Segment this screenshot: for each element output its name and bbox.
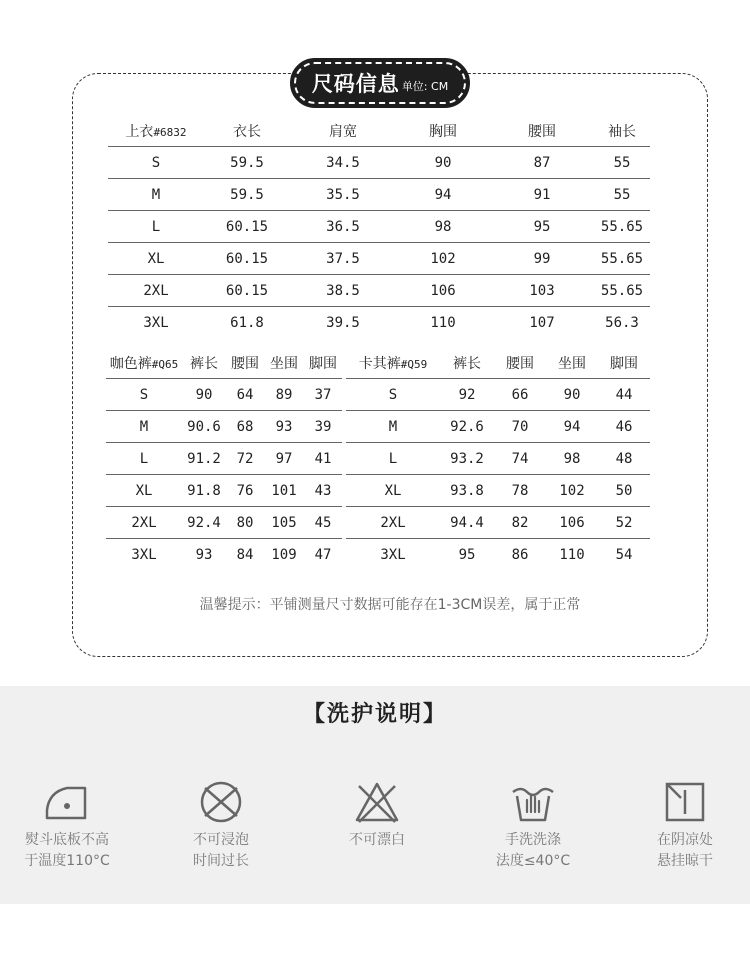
top-size-table	[108, 115, 650, 338]
table-row: S 59.5 34.5 90 87 55	[108, 147, 650, 179]
table-row: 3XL 95 86 110 54	[346, 539, 650, 571]
table-row: M 92.6 70 94 46	[346, 411, 650, 443]
table-row: L 91.2 72 97 41	[106, 443, 342, 475]
table-row: M 59.5 35.5 94 91 55	[108, 179, 650, 211]
no-bleach-icon	[353, 780, 401, 824]
top-name-cell: 上衣#6832	[125, 123, 187, 140]
size-info-title: 尺码信息	[311, 72, 400, 96]
hand-wash-icon	[509, 780, 557, 824]
table-row: 2XL 60.15 38.5 106 103 55.65	[108, 275, 650, 307]
care-item-no-soak: 不可浸泡 时间过长	[146, 780, 296, 872]
col-header: 胸围	[429, 123, 457, 140]
table-row: XL 60.15 37.5 102 99 55.65	[108, 243, 650, 275]
iron-icon	[43, 780, 91, 824]
col-header: 衣长	[233, 123, 261, 140]
col-header: 肩宽	[329, 123, 357, 140]
table-row: L 93.2 74 98 48	[346, 443, 650, 475]
pants2-name-cell: 卡其裤#Q59	[358, 355, 428, 372]
size-info-badge	[290, 58, 470, 108]
table-row: 2XL 92.4 80 105 45	[106, 507, 342, 539]
care-item-no-bleach: 不可漂白	[302, 780, 452, 851]
table-row: 2XL 94.4 82 106 52	[346, 507, 650, 539]
no-soak-icon	[197, 780, 245, 824]
col-header: 脚围	[309, 355, 337, 372]
care-item-iron: 熨斗底板不高 于温度110°C	[0, 780, 142, 872]
col-header: 腰围	[528, 123, 556, 140]
care-item-hand-wash: 手洗洗涤 法度≤40°C	[458, 780, 608, 872]
col-header: 裤长	[190, 355, 218, 372]
table-row: M 90.6 68 93 39	[106, 411, 342, 443]
table-row: L 60.15 36.5 98 95 55.65	[108, 211, 650, 243]
table-row: S 90 64 89 37	[106, 379, 342, 411]
col-header: 坐围	[558, 355, 586, 372]
unit-label: 单位: CM	[401, 79, 449, 93]
care-title: 【洗护说明】	[302, 702, 447, 727]
col-header: 脚围	[610, 355, 638, 372]
table-row: 3XL 61.8 39.5 110 107 56.3	[108, 307, 650, 339]
col-header: 腰围	[231, 355, 259, 372]
col-header: 裤长	[453, 355, 481, 372]
table-row: S 92 66 90 44	[346, 379, 650, 411]
pants2-size-table	[346, 347, 650, 570]
table-row: XL 91.8 76 101 43	[106, 475, 342, 507]
col-header: 坐围	[270, 355, 298, 372]
table-row: XL 93.8 78 102 50	[346, 475, 650, 507]
shade-dry-icon	[661, 780, 709, 824]
pants1-size-table	[106, 347, 342, 570]
pants1-name-cell: 咖色裤#Q65	[109, 355, 179, 372]
col-header: 腰围	[506, 355, 534, 372]
measurement-note: 温馨提示：平铺测量尺寸数据可能存在1-3CM误差，属于正常	[199, 597, 581, 613]
table-row: 3XL 93 84 109 47	[106, 539, 342, 571]
care-item-shade-dry: 在阴凉处 悬挂晾干	[610, 780, 750, 872]
col-header: 袖长	[608, 123, 636, 140]
